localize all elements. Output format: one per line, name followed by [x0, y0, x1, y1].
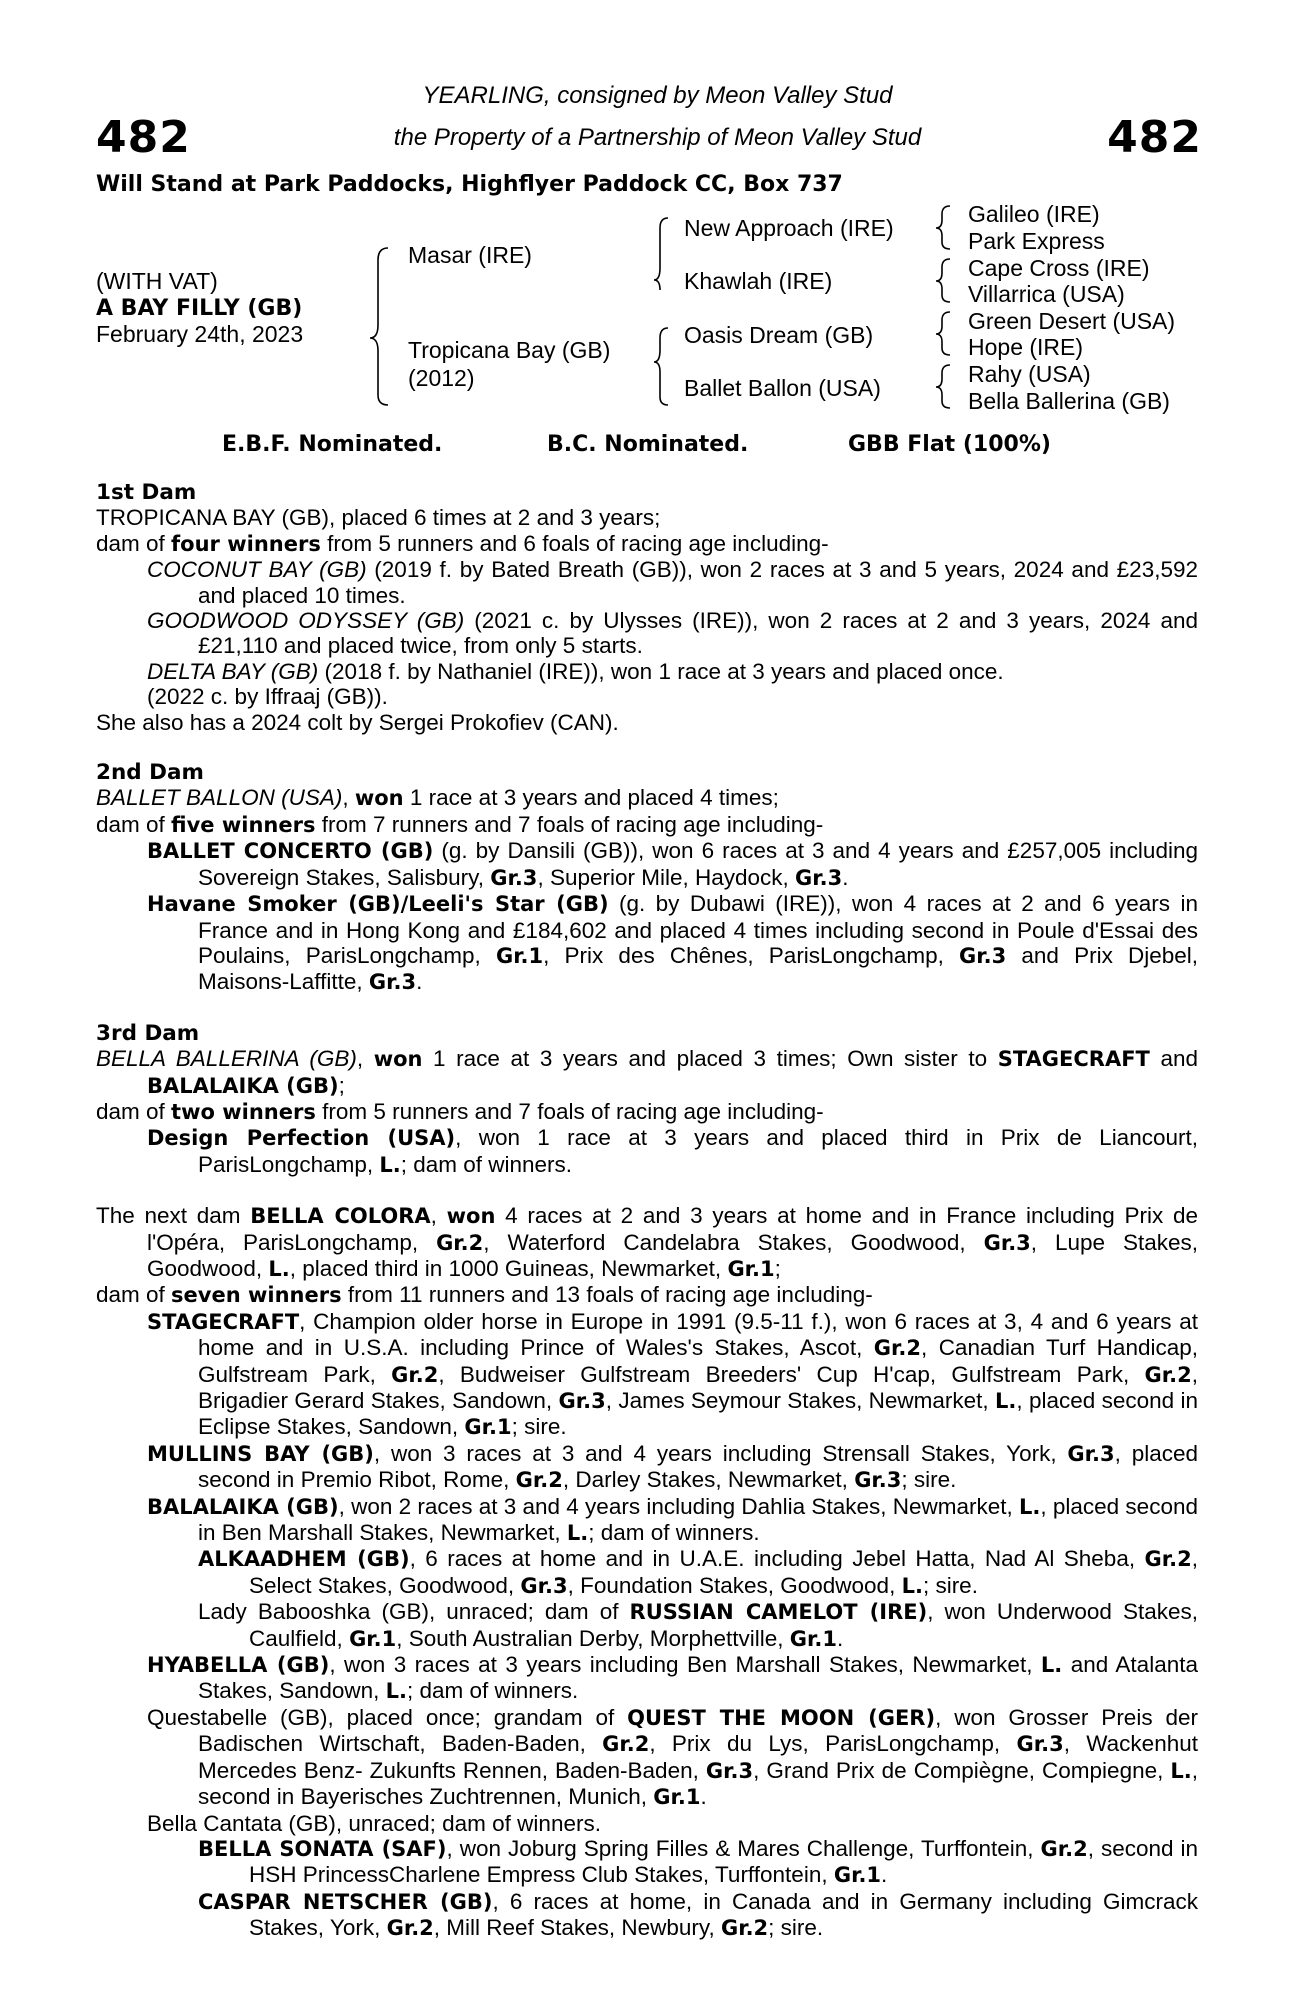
- g-sire-sire-sire: Galileo (IRE): [968, 201, 1100, 227]
- g-dam-sire-sire: Green Desert (USA): [968, 308, 1176, 334]
- produce-caspar-netscher: CASPAR NETSCHER (GB), 6 races at home, in Canada and in Germany including Gimcrack Stakes, York, Gr.2, Mill Reef Stakes, Newbury, Gr.2; sire.: [198, 1888, 1198, 1941]
- g-sire-dam-dam: Villarrica (USA): [968, 281, 1125, 307]
- produce-mullins-bay: MULLINS BAY (GB), won 3 races at 3 and 4 years including Strensall Stakes, York, Gr.3, placed second in Premio Ribot, Rome, Gr.2, Darley Stakes, Newmarket, Gr.3; sire.: [147, 1440, 1199, 1493]
- first-dam-intro: TROPICANA BAY (GB), placed 6 times at 2 and 3 years;: [96, 505, 661, 531]
- first-dam-also: She also has a 2024 colt by Sergei Prokofiev (CAN).: [96, 709, 619, 735]
- produce-2022-colt: (2022 c. by Iffraaj (GB)).: [147, 684, 388, 710]
- foaling-date: February 24th, 2023: [96, 321, 304, 347]
- g-dam-dam-dam: Bella Ballerina (GB): [968, 388, 1170, 414]
- produce-alkaadhem: ALKAADHEM (GB), 6 races at home and in U.A.E. including Jebel Hatta, Nad Al Sheba, Gr.2, Select Stakes, Goodwood, Gr.3, Foundation Stakes, Goodwood, L.; sire.: [198, 1546, 1198, 1598]
- third-dam-produce-summary: dam of two winners from 5 runners and 7 foals of racing age including-: [96, 1098, 824, 1124]
- produce-stagecraft: STAGECRAFT, Champion older horse in Europe in 1991 (9.5-11 f.), won 6 races at 3, 4 and 6 years at home and in U.S.A. including Prince of Wales's Stakes, Ascot, Gr.2, Canadian Turf Handicap, Gulfstream Park, Gr.2, Budweiser Gulfstream Breeders' Cup H'cap, Gulfstream Park, Gr.2, Brigadier Gerard Stakes, Sandown, Gr.3, James Seymour Stakes, Newmarket, L., placed second in Eclipse Stakes, Sandown, Gr.1; sire.: [147, 1308, 1199, 1440]
- vat-note: (WITH VAT): [96, 268, 218, 294]
- second-dam-heading: 2nd Dam: [96, 760, 204, 786]
- produce-lady-babooshka: Lady Babooshka (GB), unraced; dam of RUSSIAN CAMELOT (IRE), won Underwood Stakes, Caulfield, Gr.1, South Australian Derby, Morphettville, Gr.1.: [198, 1599, 1198, 1651]
- third-dam-intro: BELLA BALLERINA (GB), won 1 race at 3 years and placed 3 times; Own sister to STAGECRAFT and BALALAIKA (GB);: [96, 1046, 1199, 1098]
- dam: Tropicana Bay (GB): [408, 337, 611, 363]
- produce-havane-smoker: Havane Smoker (GB)/Leeli's Star (GB) (g. by Dubawi (IRE)), won 4 races at 2 and 6 years in France and in Hong Kong and £184,602 and placed 4 times including second in Poule d'Essai des Poulains, ParisLongchamp, Gr.1, Prix des Chênes, ParisLongchamp, Gr.3 and Prix Djebel, Maisons-Laffitte, Gr.3.: [147, 891, 1198, 995]
- lot-number-left: 482: [96, 112, 191, 163]
- lot-number-right: 482: [1107, 112, 1202, 163]
- g-dam-sire-dam: Hope (IRE): [968, 334, 1084, 360]
- dam-sire: Oasis Dream (GB): [684, 322, 874, 348]
- first-dam-heading: 1st Dam: [96, 480, 197, 505]
- third-dam-heading: 3rd Dam: [96, 1020, 200, 1046]
- produce-coconut-bay: COCONUT BAY (GB) (2019 f. by Bated Breath (GB)), won 2 races at 3 and 5 years, 2024 and £23,592 and placed 10 times.: [147, 557, 1199, 608]
- horse-name: A BAY FILLY (GB): [96, 296, 303, 321]
- sire: Masar (IRE): [408, 242, 532, 268]
- sire-sire: New Approach (IRE): [684, 215, 894, 241]
- g-sire-dam-sire: Cape Cross (IRE): [968, 255, 1150, 281]
- second-dam-intro: BALLET BALLON (USA), won 1 race at 3 years and placed 4 times;: [96, 785, 779, 811]
- bc-nomination: B.C. Nominated.: [547, 432, 749, 457]
- produce-bella-cantata: Bella Cantata (GB), unraced; dam of winners.: [147, 1810, 601, 1836]
- stand-location: Will Stand at Park Paddocks, Highflyer Paddock CC, Box 737: [96, 172, 843, 197]
- produce-bella-sonata: BELLA SONATA (SAF), won Joburg Spring Filles & Mares Challenge, Turffontein, Gr.2, second in HSH PrincessCharlene Empress Club Stakes, Turffontein, Gr.1.: [198, 1835, 1198, 1888]
- next-dam-intro: The next dam BELLA COLORA, won 4 races at 2 and 3 years at home and in France including Prix de l'Opéra, ParisLongchamp, Gr.2, Waterford Candelabra Stakes, Goodwood, Gr.3, Lupe Stakes, Goodwood, L., placed third in 1000 Guineas, Newmarket, Gr.1;: [96, 1203, 1199, 1281]
- gbb-nomination: GBB Flat (100%): [848, 432, 1051, 457]
- header-property: the Property of a Partnership of Meon Valley Stud: [393, 124, 922, 151]
- g-sire-sire-dam: Park Express: [968, 228, 1105, 254]
- header-consignor: YEARLING, consigned by Meon Valley Stud: [422, 82, 893, 109]
- produce-ballet-concerto: BALLET CONCERTO (GB) (g. by Dansili (GB)), won 6 races at 3 and 4 years and £257,005 including Sovereign Stakes, Salisbury, Gr.3, Superior Mile, Haydock, Gr.3.: [147, 838, 1198, 890]
- second-dam-produce-summary: dam of five winners from 7 runners and 7 foals of racing age including-: [96, 811, 824, 837]
- produce-design-perfection: Design Perfection (USA), won 1 race at 3 years and placed third in Prix de Liancourt, ParisLongchamp, L.; dam of winners.: [147, 1125, 1198, 1177]
- produce-questabelle: Questabelle (GB), placed once; grandam of QUEST THE MOON (GER), won Grosser Preis der Badischen Wirtschaft, Baden-Baden, Gr.2, Prix du Lys, ParisLongchamp, Gr.3, Wackenhut Mercedes Benz- Zukunfts Rennen, Baden-Baden, Gr.3, Grand Prix de Compiègne, Compiegne, L., second in Bayerisches Zuchtrennen, Munich, Gr.1.: [147, 1704, 1199, 1810]
- first-dam-produce-summary: dam of four winners from 5 runners and 6 foals of racing age including-: [96, 530, 829, 556]
- produce-delta-bay: DELTA BAY (GB) (2018 f. by Nathaniel (IRE)), won 1 race at 3 years and placed once.: [147, 658, 1004, 684]
- dam-dam: Ballet Ballon (USA): [684, 375, 881, 401]
- pedigree-braces: [0, 0, 1315, 430]
- produce-goodwood-odyssey: GOODWOOD ODYSSEY (GB) (2021 c. by Ulysses (IRE)), won 2 races at 2 and 3 years, 2024 and £21,110 and placed twice, from only 5 starts.: [147, 608, 1198, 659]
- dam-year: (2012): [408, 365, 475, 391]
- ebf-nomination: E.B.F. Nominated.: [222, 432, 443, 457]
- next-dam-produce-summary: dam of seven winners from 11 runners and 13 foals of racing age including-: [96, 1282, 873, 1308]
- catalogue-body: [96, 480, 1198, 1942]
- produce-hyabella: HYABELLA (GB), won 3 races at 3 years including Ben Marshall Stakes, Newmarket, L. and Atalanta Stakes, Sandown, L.; dam of winners.: [147, 1652, 1198, 1704]
- produce-balalaika: BALALAIKA (GB), won 2 races at 3 and 4 years including Dahlia Stakes, Newmarket, L., placed second in Ben Marshall Stakes, Newmarket, L.; dam of winners.: [147, 1493, 1198, 1546]
- g-dam-dam-sire: Rahy (USA): [968, 361, 1091, 387]
- sire-dam: Khawlah (IRE): [684, 268, 833, 294]
